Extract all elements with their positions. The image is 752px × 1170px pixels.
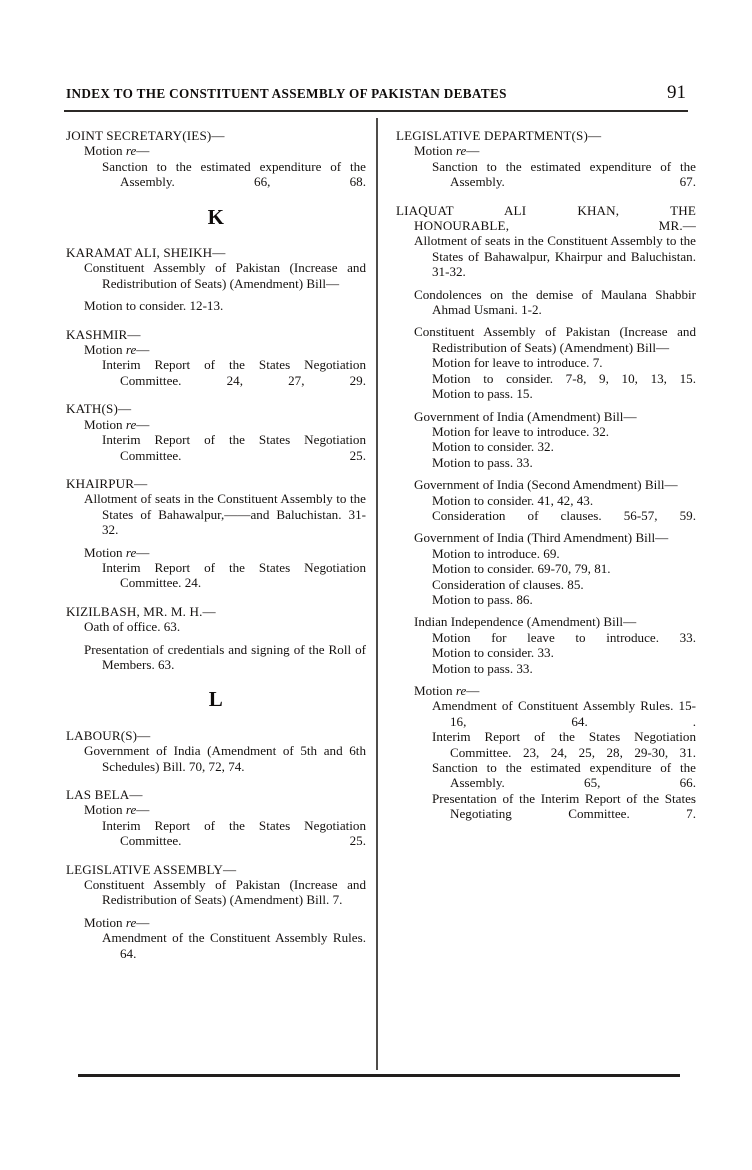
entry-spacer [66,774,366,787]
index-subentry: Indian Independence (Amendment) Bill— [414,614,637,630]
index-entry [396,203,696,822]
index-detail-line: Motion for leave to introduce. 33. [432,629,696,645]
index-entry [66,728,366,774]
index-subentry: Constituent Assembly of Pakistan (Increase and Redistribution of Seats) (Amendment) Bill— [414,324,696,355]
index-subentry: Constituent Assembly of Pakistan (Increase and Redistribution of Seats) (Amendment) Bill— [84,260,366,291]
entry-spacer [396,607,696,614]
index-headword: KHAIRPUR— [66,475,148,491]
index-headword: LIAQUAT ALI KHAN, THE HONOURABLE, MR.— [396,202,696,234]
index-detail-line: Interim Report of the States Negotiation Committee. 24, 27, 29. [102,357,366,388]
entry-spacer [396,280,696,287]
index-headword: JOINT SECRETARY(IES)— [66,128,225,143]
entry-spacer [396,676,696,683]
index-headword: KIZILBASH, MR. M. H.— [66,603,216,619]
index-subentry: Motion re— [84,802,150,818]
index-entry [66,862,366,961]
italic-re: re [125,342,137,358]
index-entry [66,327,366,389]
index-detail-line: Motion to consider. 69-70, 79, 81. [432,561,611,577]
index-subentry: Motion re— [84,342,150,358]
italic-re: re [455,143,467,159]
index-detail-line: Motion to consider. 33. [432,645,554,661]
index-entry [66,476,366,591]
index-headword: LAS BELA— [66,787,143,802]
index-detail-line: Motion to consider. 41, 42, 43. [432,492,594,508]
index-detail-line: Motion to pass. 33. [432,660,533,676]
index-detail-line: Sanction to the estimated expenditure of the Assembly. 65, 66. [432,760,696,791]
index-column-left [66,128,366,961]
alphabet-section-letter: K [207,204,225,229]
index-subentry: Motion re— [414,143,480,159]
index-subentry: Allotment of seats in the Constituent Assembly to the States of Bahawalpur,——and Baluchistan. 31-32. [84,491,366,538]
entry-spacer [396,523,696,530]
entry-spacer [66,849,366,862]
index-entry [66,787,366,849]
index-subentry: Government of India (Second Amendment) Bill— [414,477,678,493]
index-subentry: Government of India (Third Amendment) Bill— [414,530,669,546]
italic-re: re [125,416,137,432]
index-detail-line: Sanction to the estimated expenditure of the Assembly. 66, 68. [102,158,366,190]
index-headword: LEGISLATIVE DEPARTMENT(S)— [396,128,602,143]
italic-re: re [125,544,137,560]
index-detail-line: Interim Report of the States Negotiation Committee. 25. [102,432,366,463]
entry-spacer [66,591,366,604]
index-subentry: Motion re— [84,914,150,930]
index-subentry: Presentation of credentials and signing of the Roll of Members. 63. [84,641,366,672]
index-subentry: Motion re— [84,544,150,560]
index-subentry: Constituent Assembly of Pakistan (Increase and Redistribution of Seats) (Amendment) Bill. 7. [84,877,366,908]
index-subentry: Government of India (Amendment of 5th and 6th Schedules) Bill. 70, 72, 74. [84,743,366,774]
index-subentry: Condolences on the demise of Maulana Shabbir Ahmad Usmani. 1-2. [414,286,696,318]
index-detail-line: Motion to consider. 7-8, 9, 10, 13, 15. [432,370,696,386]
running-head [66,82,686,104]
page-number: 91 [667,82,686,103]
index-entry [66,128,366,190]
index-headword: LABOUR(S)— [66,727,151,743]
index-detail-line: Consideration of clauses. 85. [432,576,584,592]
index-headword-continuation: HONOURABLE, MR.— [414,218,696,234]
header-rule [64,110,688,112]
index-detail-line: Motion to pass. 86. [432,591,533,607]
entry-spacer [66,388,366,401]
italic-re: re [125,143,137,159]
entry-spacer [66,291,366,298]
index-entry [66,401,366,463]
index-detail-line: Interim Report of the States Negotiation Committee. 25. [102,817,366,849]
index-detail-line: Sanction to the estimated expenditure of the Assembly. 67. [432,158,696,190]
index-entry [66,604,366,673]
index-detail-line: Presentation of the Interim Report of the States Negotiating Committee. 7. [432,790,696,822]
index-column-right [396,128,696,822]
entry-spacer [66,635,366,642]
index-headword: KASHMIR— [66,326,141,342]
alphabet-section-letter: L [208,687,224,712]
index-entry [396,128,696,190]
index-subentry: Government of India (Amendment) Bill— [414,408,637,424]
index-detail-line: Interim Report of the States Negotiation Committee. 23, 24, 25, 28, 29-30, 31. [432,729,696,760]
index-subentry: Oath of office. 63. [84,619,181,635]
running-head-title: INDEX TO THE CONSTITUENT ASSEMBLY OF PAKISTAN DEBATES [66,86,507,101]
index-detail-line: Motion for leave to introduce. 7. [432,355,603,371]
index-detail-line: Motion to pass. 15. [432,386,533,402]
column-divider-rule [376,118,378,1070]
entry-spacer [66,314,366,327]
footer-rule [78,1074,680,1077]
entry-spacer [396,402,696,409]
index-subentry: Allotment of seats in the Constituent Assembly to the States of Bahawalpur, Khairpur and Baluchistan. 31-32. [414,233,696,280]
index-detail-line: Motion for leave to introduce. 32. [432,423,610,439]
entry-spacer [66,538,366,545]
index-detail-line: Consideration of clauses. 56-57, 59. [432,507,696,523]
index-headword: KARAMAT ALI, SHEIKH— [66,245,226,261]
index-detail-line: Amendment of Constituent Assembly Rules. 15-16, 64. . [432,698,696,729]
index-subentry: Motion to consider. 12-13. [84,298,224,314]
italic-re: re [125,802,137,818]
entry-spacer [66,908,366,915]
index-detail-line: Motion to pass. 33. [432,454,533,470]
entry-spacer [396,470,696,477]
index-entry [66,245,366,314]
index-subentry: Motion re— [84,416,150,432]
entry-spacer [396,317,696,324]
index-detail-line: Amendment of the Constituent Assembly Rules. 64. [102,930,366,961]
italic-re: re [455,683,467,698]
entry-spacer [396,190,696,203]
index-detail-line: Motion to introduce. 69. [432,545,560,561]
index-headword: KATH(S)— [66,401,132,417]
index-detail-line: Interim Report of the States Negotiation Committee. 24. [102,559,366,591]
index-subentry: Motion re— [84,143,150,159]
index-headword: LEGISLATIVE ASSEMBLY— [66,861,237,877]
italic-re: re [125,914,137,930]
index-detail-line: Motion to consider. 32. [432,439,554,455]
index-subentry: Motion re— [414,683,480,698]
entry-spacer [66,463,366,476]
